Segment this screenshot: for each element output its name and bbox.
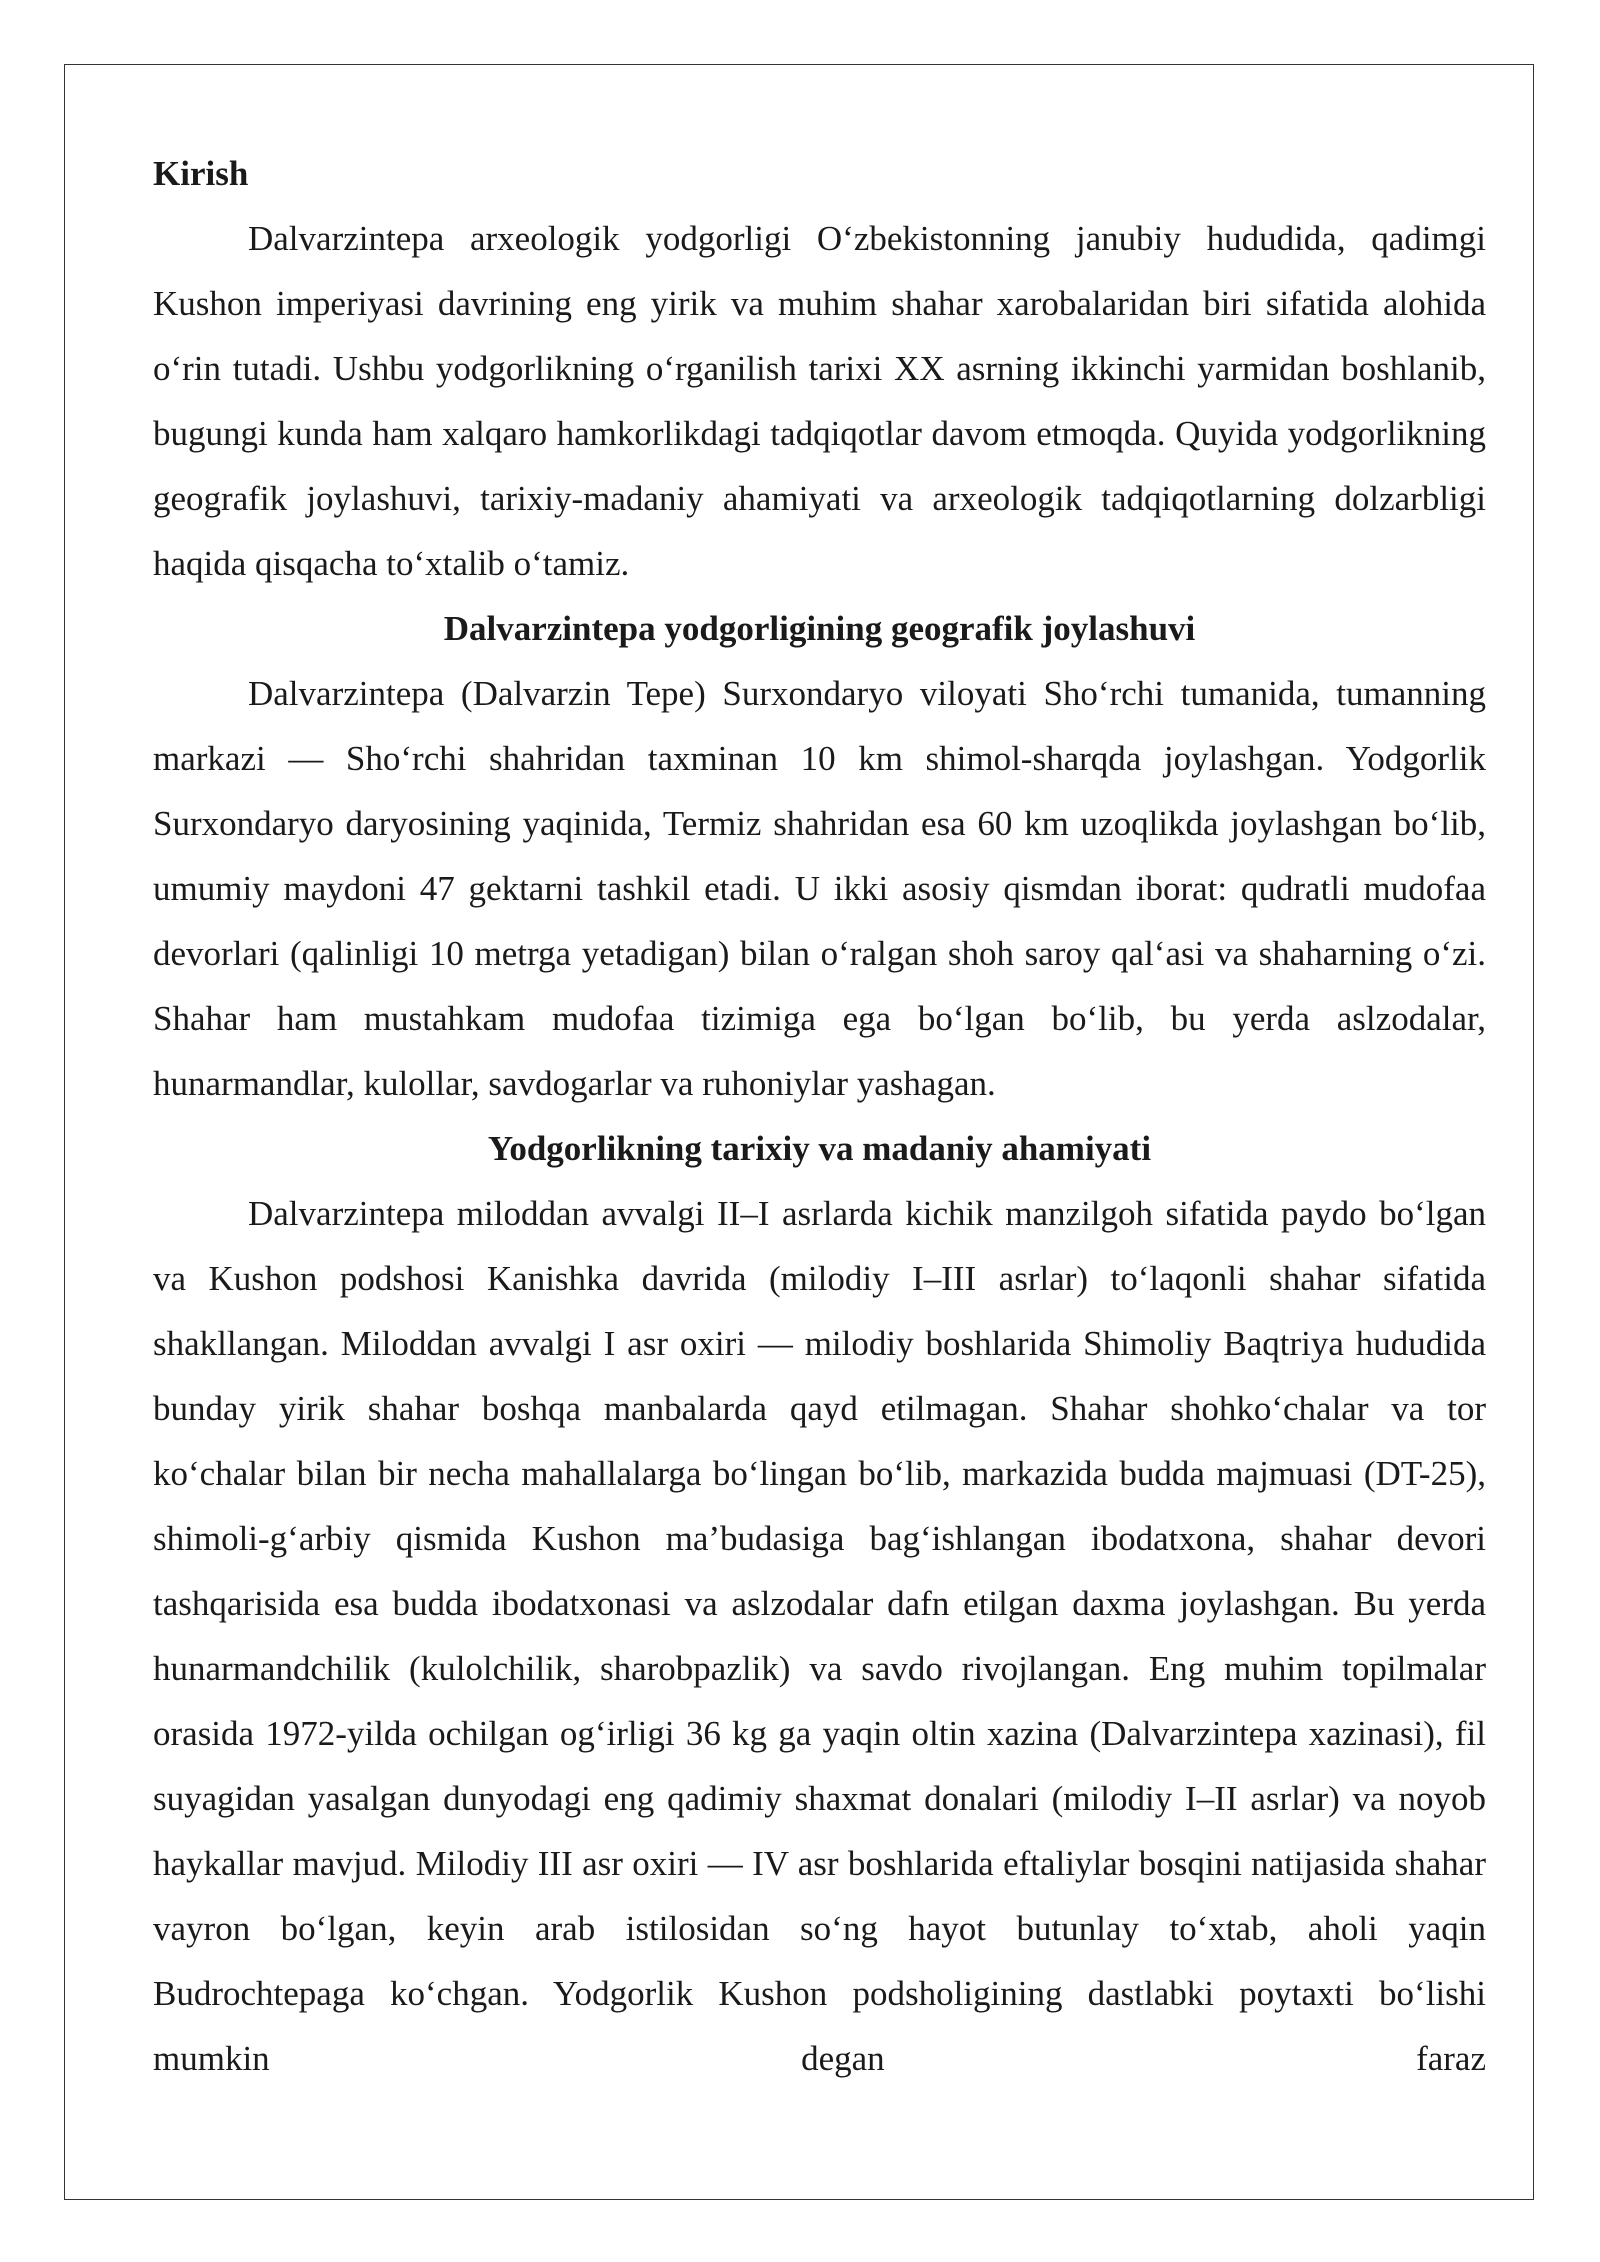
paragraph-geography: Dalvarzintepa (Dalvarzin Tepe) Surxondaryo viloyati Sho‘rchi tumanida, tumanning markazi — Sho‘rchi shahridan taxminan 10 km shimol-sharqda joylashgan. Yodgorlik Surxondaryo daryosining yaqinida, Termiz shahridan esa 60 km uzoqlikda joylashgan bo‘lib, umumiy maydoni 47 gektarni tashkil etadi. U ikki asosiy qismdan iborat: qudratli mudofaa devorlari (qalinligi 10 metrga yetadigan) bilan o‘ralgan shoh saroy qal‘asi va shaharning o‘zi. Shahar ham mustahkam mudofaa tizimiga ega bo‘lgan bo‘lib, bu yerda aslzodalar, hunarmandlar, kulollar, savdogarlar va ruhoniylar yashagan. (153, 674, 1486, 1103)
document-body (153, 141, 1486, 2091)
section-heading-geography: Dalvarzintepa yodgorligining geografik joylashuvi (443, 609, 1196, 648)
paragraph-history: Dalvarzintepa miloddan avvalgi II–I asrlarda kichik manzilgoh sifatida paydo bo‘lgan va Kushon podshosi Kanishka davrida (milodiy I–III asrlar) to‘laqonli shahar sifatida shakllangan. Miloddan avvalgi I asr oxiri — milodiy boshlarida Shimoliy Baqtriya hududida bunday yirik shahar boshqa manbalarda qayd etilmagan. Shahar shohko‘chalar va tor ko‘chalar bilan bir necha mahallalarga bo‘lingan bo‘lib, markazida budda majmuasi (DT-25), shimoli-g‘arbiy qismida Kushon ma’budasiga bag‘ishlangan ibodatxona, shahar devori tashqarisida esa budda ibodatxonasi va aslzodalar dafn etilgan daxma joylashgan. Bu yerda hunarmandchilik (kulolchilik, sharobpazlik) va savdo rivojlangan. Eng muhim topilmalar orasida 1972-yilda ochilgan og‘irligi 36 kg ga yaqin oltin xazina (Dalvarzintepa xazinasi), fil suyagidan yasalgan dunyodagi eng qadimiy shaxmat donalari (milodiy I–II asrlar) va noyob haykallar mavjud. Milodiy III asr oxiri — IV asr boshlarida eftaliylar bosqini natijasida shahar vayron bo‘lgan, keyin arab istilosidan so‘ng hayot butunlay to‘xtab, aholi yaqin Budrochtepaga ko‘chgan. Yodgorlik Kushon podsholigining dastlabki poytaxti bo‘lishi mumkin degan faraz (153, 1194, 1486, 2078)
section-heading-intro: Kirish (153, 154, 249, 193)
paragraph-intro: Dalvarzintepa arxeologik yodgorligi O‘zbekistonning janubiy hududida, qadimgi Kushon imperiyasi davrining eng yirik va muhim shahar xarobalaridan biri sifatida alohida o‘rin tutadi. Ushbu yodgorlikning o‘rganilish tarixi XX asrning ikkinchi yarmidan boshlanib, bugungi kunda ham xalqaro hamkorlikdagi tadqiqotlar davom etmoqda. Quyida yodgorlikning geografik joylashuvi, tarixiy-madaniy ahamiyati va arxeologik tadqiqotlarning dolzarbligi haqida qisqacha to‘xtalib o‘tamiz. (153, 219, 1486, 583)
section-heading-history: Yodgorlikning tarixiy va madaniy ahamiyati (487, 1129, 1152, 1168)
